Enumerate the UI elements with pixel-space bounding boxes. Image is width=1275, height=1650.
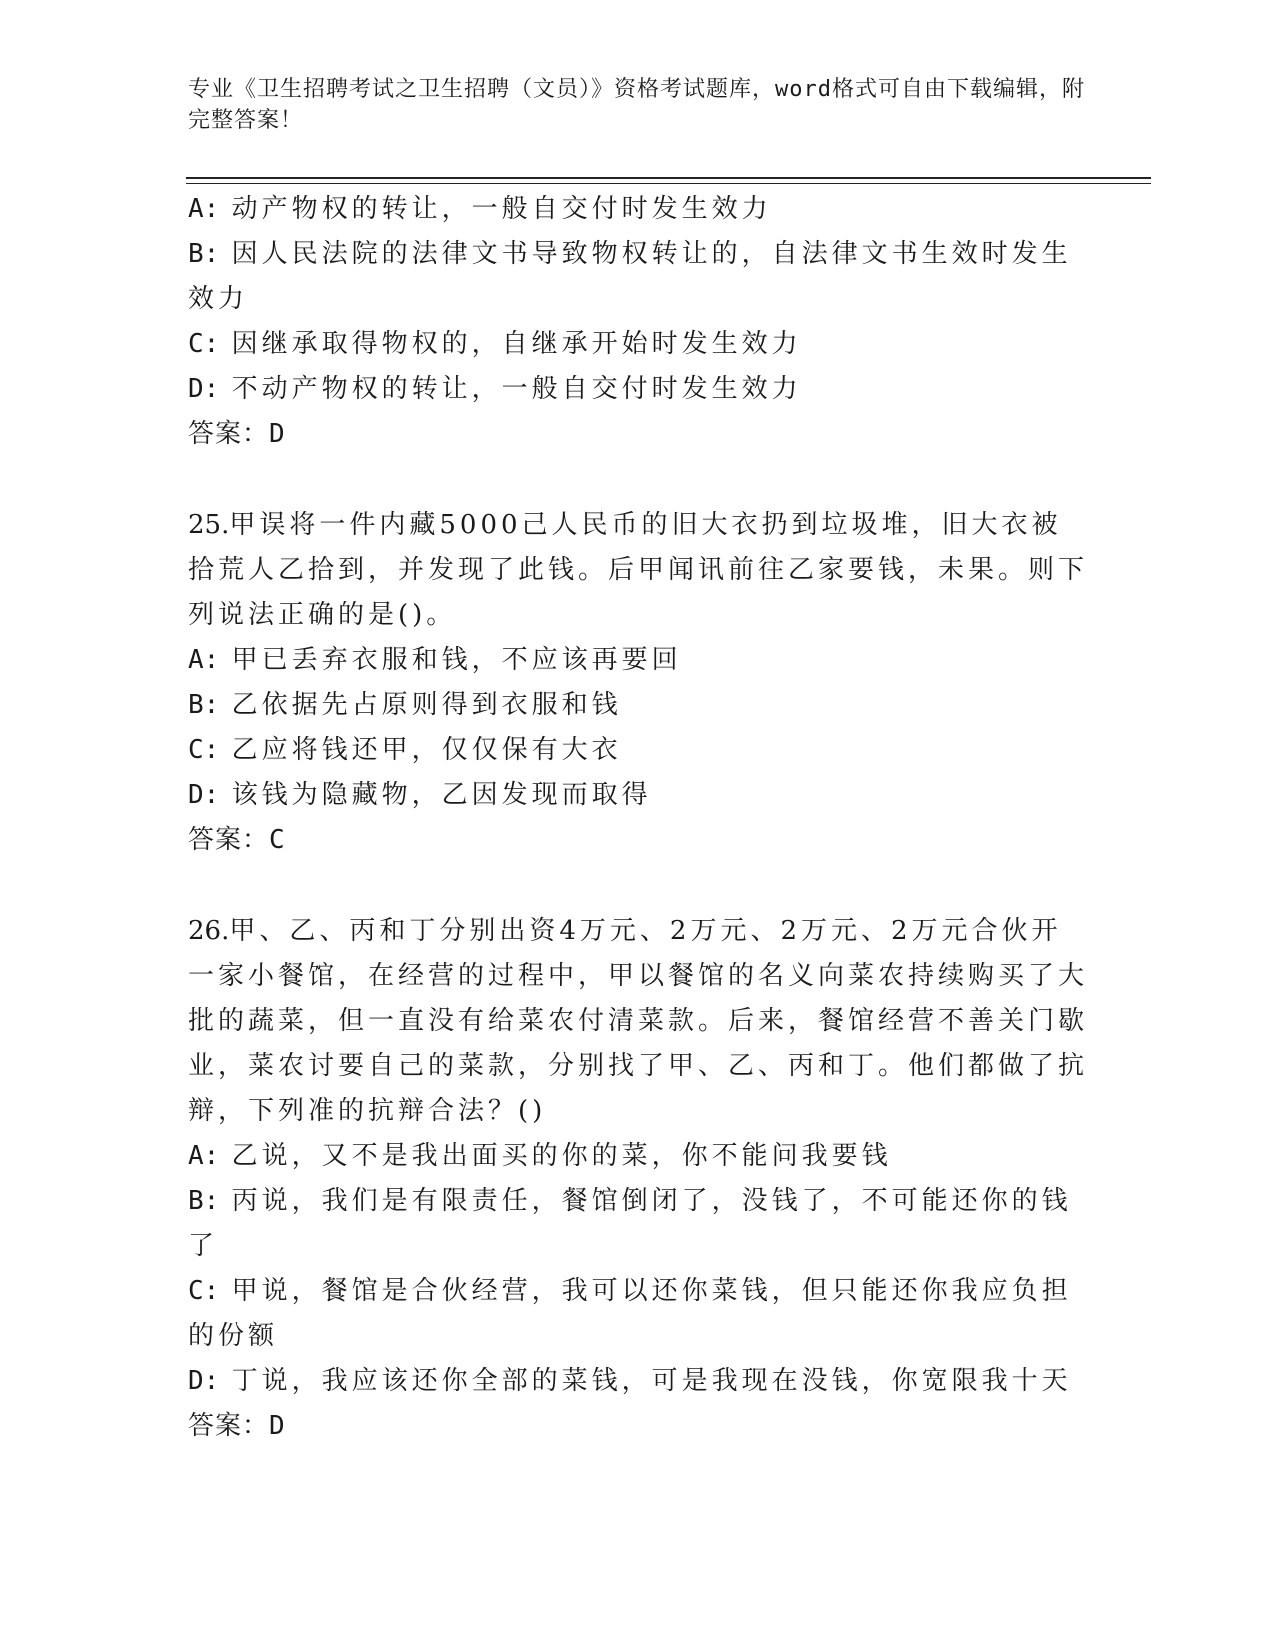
- option-label: B:: [188, 1186, 220, 1216]
- header-divider-top: [186, 177, 1151, 179]
- question-stem: [188, 909, 1088, 1134]
- option-label: A:: [188, 645, 220, 675]
- answer-line: [188, 818, 1088, 863]
- option-label: A:: [188, 194, 220, 224]
- prev-question-block: [188, 187, 1088, 457]
- option-label: B:: [188, 690, 220, 720]
- option-d: [188, 773, 1088, 818]
- answer-label: 答案：: [188, 419, 270, 449]
- option-text: 动产物权的转让，一般自交付时发生效力: [231, 194, 772, 224]
- option-label: C:: [188, 735, 220, 765]
- option-a: [188, 638, 1088, 683]
- option-a: [188, 187, 1088, 232]
- question-26-block: [188, 909, 1088, 1449]
- option-label: D:: [188, 1366, 220, 1396]
- question-25-block: [188, 503, 1088, 863]
- option-label: D:: [188, 780, 220, 810]
- document-header: 专业《卫生招聘考试之卫生招聘（文员）》资格考试题库，word格式可自由下载编辑，附完整答案！: [188, 77, 1085, 133]
- option-label: B:: [188, 239, 220, 269]
- answer-value: D: [269, 1411, 286, 1441]
- option-b: [188, 232, 1088, 322]
- option-text: 乙应将钱还甲，仅仅保有大衣: [231, 735, 622, 765]
- option-text: 丁说，我应该还你全部的菜钱，可是我现在没钱，你宽限我十天: [231, 1366, 1072, 1396]
- option-c: [188, 322, 1088, 367]
- option-text: 因继承取得物权的，自继承开始时发生效力: [231, 329, 802, 359]
- header-divider-bottom: [186, 183, 1151, 184]
- option-a: [188, 1134, 1088, 1179]
- question-stem: [188, 503, 1088, 638]
- option-text: 乙说，又不是我出面买的你的菜，你不能问我要钱: [231, 1141, 892, 1171]
- option-label: A:: [188, 1141, 220, 1171]
- answer-line: [188, 412, 1088, 457]
- option-text: 乙依据先占原则得到衣服和钱: [231, 690, 622, 720]
- spacer: [188, 863, 1088, 909]
- option-c: [188, 1269, 1088, 1359]
- option-b: [188, 683, 1088, 728]
- question-content: [188, 187, 1088, 1449]
- answer-line: [188, 1404, 1088, 1449]
- option-b: [188, 1179, 1088, 1269]
- question-number: 25.: [188, 510, 230, 540]
- option-text: 因人民法院的法律文书导致物权转让的，自法律文书生效时发生效力: [188, 239, 1072, 314]
- option-text: 甲已丢弃衣服和钱，不应该再要回: [231, 645, 682, 675]
- option-c: [188, 728, 1088, 773]
- option-text: 不动产物权的转让，一般自交付时发生效力: [231, 374, 802, 404]
- option-d: [188, 1359, 1088, 1404]
- option-label: C:: [188, 1276, 220, 1306]
- question-text: 甲误将一件内藏5000己人民币的旧大衣扔到垃圾堆，旧大衣被拾荒人乙拾到，并发现了此钱。后甲闻讯前往乙家要钱，未果。则下列说法正确的是()。: [188, 510, 1089, 630]
- option-label: D:: [188, 374, 220, 404]
- question-text: 甲、乙、丙和丁分别出资4万元、2万元、2万元、2万元合伙开一家小餐馆，在经营的过程中，甲以餐馆的名义向菜农持续购买了大批的蔬菜，但一直没有给菜农付清菜款。后来，餐馆经营不善关门歇业，菜农讨要自己的菜款，分别找了甲、乙、丙和丁。他们都做了抗辩，下列准的抗辩合法？(): [188, 916, 1089, 1126]
- spacer: [188, 457, 1088, 503]
- option-label: C:: [188, 329, 220, 359]
- answer-value: C: [269, 825, 286, 855]
- answer-label: 答案：: [188, 825, 270, 855]
- option-text: 丙说，我们是有限责任，餐馆倒闭了，没钱了，不可能还你的钱了: [188, 1186, 1072, 1261]
- option-text: 甲说，餐馆是合伙经营，我可以还你菜钱，但只能还你我应负担的份额: [188, 1276, 1072, 1351]
- answer-label: 答案：: [188, 1411, 270, 1441]
- option-d: [188, 367, 1088, 412]
- question-number: 26.: [188, 916, 230, 946]
- answer-value: D: [269, 419, 286, 449]
- option-text: 该钱为隐藏物，乙因发现而取得: [231, 780, 652, 810]
